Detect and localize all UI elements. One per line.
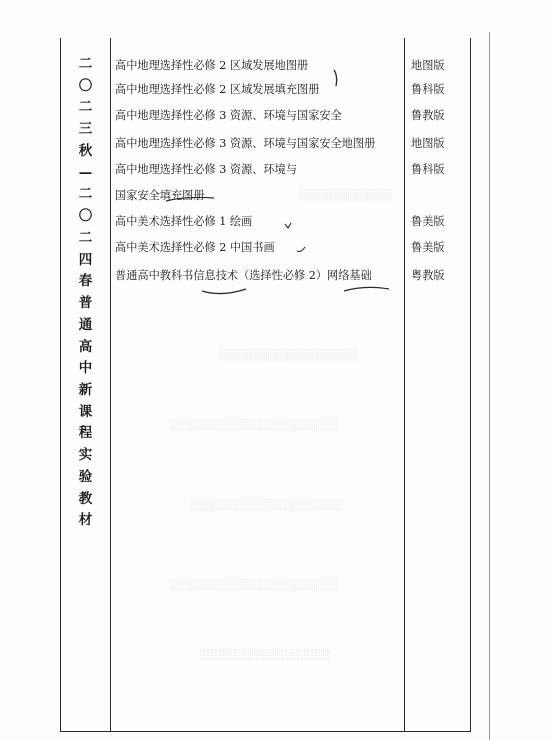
side-label-char: 〇 [78, 77, 93, 94]
side-label-char: 秋 [78, 142, 93, 159]
side-label-char: 教 [78, 490, 93, 507]
table-row [115, 266, 475, 286]
side-label-char: 四 [78, 251, 93, 268]
bleed-through-text: ░░░░░░░░░░░░░░░░░░░░░░ [170, 420, 340, 431]
table-row [115, 106, 475, 126]
pen-underline-mark [202, 289, 246, 294]
bleed-through-text: ░░░░░░░░░░░░░░░░░░░░ [190, 500, 344, 511]
publisher-name: 鲁教版 [411, 109, 445, 122]
textbook-title: 普通高中教科书信息技术（选择性必修 2）网络基础 [115, 269, 372, 282]
side-label-char: 二 [78, 99, 93, 116]
side-label-char: 实 [78, 447, 93, 464]
table-bottom-border [60, 731, 470, 732]
side-label-char: 二 [78, 56, 93, 72]
table-row [115, 134, 475, 154]
table-row [115, 212, 475, 232]
publisher-name: 鲁科版 [411, 83, 445, 96]
publisher-name: 鲁美版 [411, 215, 445, 228]
side-label-char: — [78, 164, 93, 181]
table-row [115, 56, 475, 76]
publisher-name: 地图版 [411, 137, 445, 150]
side-label-char: 高 [78, 338, 93, 355]
textbook-title: 高中地理选择性必修 2 区域发展地图册 [115, 59, 309, 72]
side-label-char: 二 [78, 186, 93, 203]
publisher-name: 鲁美版 [411, 241, 445, 254]
side-label-char: 课 [78, 403, 93, 420]
side-label-char: 验 [78, 468, 93, 485]
textbook-title: 高中地理选择性必修 2 区域发展填充图册 [115, 83, 320, 96]
side-label-char: 通 [78, 316, 93, 333]
table-row [115, 80, 475, 100]
publisher-name: 地图版 [411, 59, 445, 72]
bleed-through-text: ░░░░░░░░░░░░░░░░░░ [220, 350, 359, 361]
side-column-divider [110, 38, 111, 732]
table-row [115, 186, 475, 206]
vertical-side-label [62, 58, 109, 528]
table-row [115, 160, 475, 180]
pen-underline-mark [344, 287, 389, 291]
bleed-through-text: ░░░░░░░░░░░░ [300, 190, 393, 201]
side-label-char: 材 [78, 512, 93, 529]
side-label-char: 二 [78, 229, 93, 246]
table-row [115, 238, 475, 258]
textbook-title: 高中美术选择性必修 1 绘画 [115, 215, 253, 228]
textbook-title: 高中地理选择性必修 3 资源、环境与 [115, 163, 298, 176]
bleed-through-text: ░░░░░░░░░░░░░░░░░ [200, 650, 331, 661]
side-label-char: 程 [78, 425, 93, 442]
publisher-name: 粤教版 [411, 269, 445, 282]
side-label-char: 新 [78, 382, 93, 399]
side-label-char: 〇 [78, 208, 93, 225]
table-left-border [60, 38, 61, 732]
side-label-char: 中 [78, 360, 93, 377]
textbook-title: 高中地理选择性必修 3 资源、环境与国家安全 [115, 109, 342, 122]
page-edge-line [489, 32, 490, 740]
side-label-char: 三 [78, 121, 93, 138]
side-label-char: 春 [78, 273, 93, 290]
publisher-name: 鲁科版 [411, 163, 445, 176]
bleed-through-text: ░░░░░░░░░░░░░░░░░░░░░░ [170, 580, 340, 591]
side-label-char: 普 [78, 295, 93, 312]
textbook-title: 高中地理选择性必修 3 资源、环境与国家安全地图册 [115, 137, 376, 150]
textbook-title: 高中美术选择性必修 2 中国书画 [115, 241, 275, 254]
textbook-title: 国家安全填充图册 [115, 189, 205, 202]
